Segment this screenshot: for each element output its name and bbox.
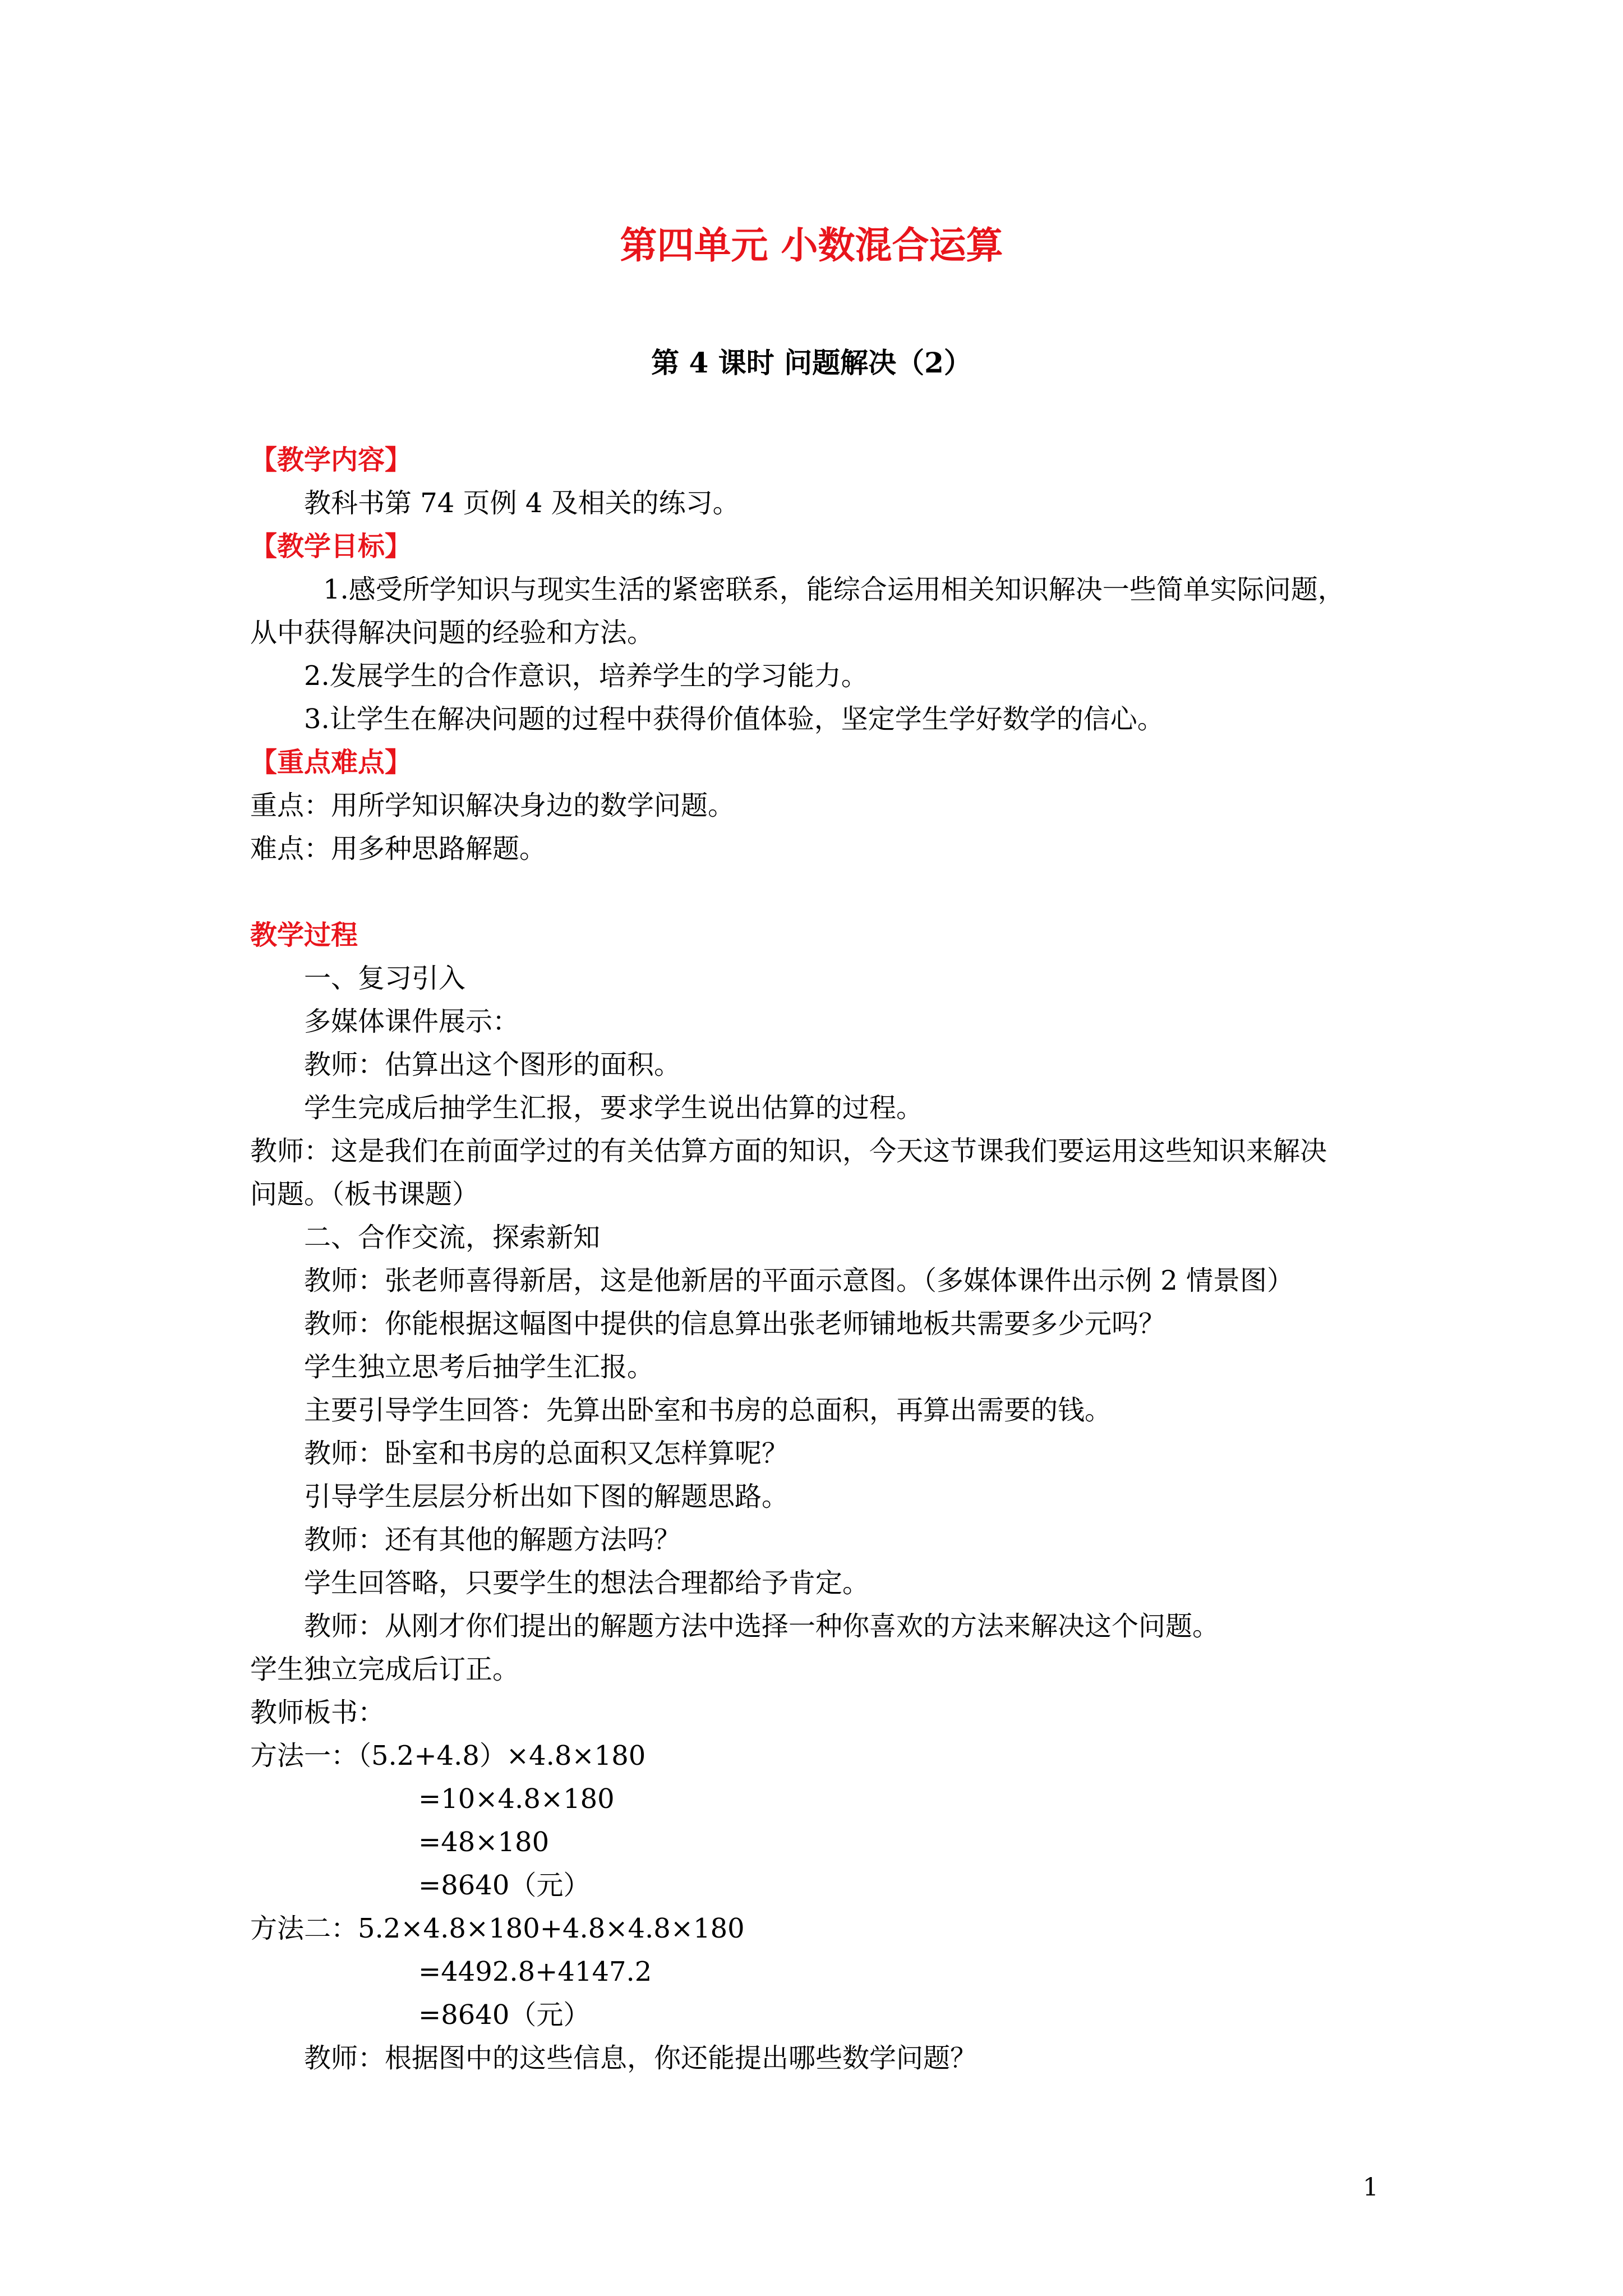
method-one-step: =48×180 <box>418 1826 550 1858</box>
lesson-subtitle: 第 4 课时 问题解决（2） <box>651 346 972 379</box>
paragraph: 学生独立思考后抽学生汇报。 <box>304 1351 654 1383</box>
paragraph: 教师：还有其他的解题方法吗？ <box>304 1524 681 1556</box>
paragraph: 学生完成后抽学生汇报，要求学生说出估算的过程。 <box>304 1092 924 1124</box>
key-point: 重点：用所学知识解决身边的数学问题。 <box>250 790 735 821</box>
paragraph: 教师板书： <box>250 1697 385 1728</box>
method-two-step: =4492.8+4147.2 <box>418 1956 652 1987</box>
paragraph: 教师：从刚才你们提出的解题方法中选择一种你喜欢的方法来解决这个问题。 <box>304 1611 1220 1642</box>
paragraph: 教师：估算出这个图形的面积。 <box>304 1049 681 1080</box>
method-one-result: =8640（元） <box>418 1870 591 1901</box>
paragraph-continued: 问题。（板书课题） <box>250 1179 479 1210</box>
paragraph: 教师：张老师喜得新居，这是他新居的平面示意图。（多媒体课件出示例 2 情景图） <box>304 1265 1294 1296</box>
method-one-step: =10×4.8×180 <box>418 1783 615 1815</box>
paragraph: 教科书第 74 页例 4 及相关的练习。 <box>304 487 740 519</box>
paragraph: 学生独立完成后订正。 <box>250 1654 520 1685</box>
section-heading-key-points: 【重点难点】 <box>250 747 412 778</box>
goal-item-continued: 从中获得解决问题的经验和方法。 <box>250 617 654 648</box>
paragraph: 教师：你能根据这幅图中提供的信息算出张老师铺地板共需要多少元吗？ <box>304 1308 1166 1340</box>
paragraph: 教师：根据图中的这些信息，你还能提出哪些数学问题？ <box>304 2042 978 2074</box>
paragraph: 主要引导学生回答：先算出卧室和书房的总面积，再算出需要的钱。 <box>304 1395 1112 1426</box>
section-heading-teaching-goals: 【教学目标】 <box>250 531 412 562</box>
paragraph: 教师：这是我们在前面学过的有关估算方面的知识，今天这节课我们要运用这些知识来解决 <box>250 1135 1327 1167</box>
goal-item: 1.感受所学知识与现实生活的紧密联系，能综合运用相关知识解决一些简单实际问题， <box>323 574 1345 605</box>
unit-title: 第四单元 小数混合运算 <box>620 223 1003 267</box>
section-heading-teaching-content: 【教学内容】 <box>250 444 412 476</box>
process-step-heading: 二、合作交流，探索新知 <box>304 1222 601 1253</box>
method-one-formula: 方法一：（5.2+4.8）×4.8×180 <box>250 1740 646 1772</box>
page-number: 1 <box>1363 2173 1378 2202</box>
difficult-point: 难点：用多种思路解题。 <box>250 833 547 864</box>
paragraph: 教师：卧室和书房的总面积又怎样算呢？ <box>304 1438 789 1469</box>
spacer <box>250 871 1389 914</box>
method-two-formula: 方法二：5.2×4.8×180+4.8×4.8×180 <box>250 1913 745 1944</box>
method-two-result: =8640（元） <box>418 1999 591 2031</box>
goal-item: 2.发展学生的合作意识，培养学生的学习能力。 <box>304 660 868 692</box>
section-heading-teaching-process: 教学过程 <box>250 919 358 951</box>
goal-item: 3.让学生在解决问题的过程中获得价值体验，坚定学生学好数学的信心。 <box>304 703 1164 735</box>
process-step-heading: 一、复习引入 <box>304 963 466 994</box>
document-body <box>250 439 1389 2080</box>
paragraph: 多媒体课件展示： <box>304 1006 520 1037</box>
paragraph: 引导学生层层分析出如下图的解题思路。 <box>304 1481 789 1512</box>
paragraph: 学生回答略，只要学生的想法合理都给予肯定。 <box>304 1567 870 1599</box>
